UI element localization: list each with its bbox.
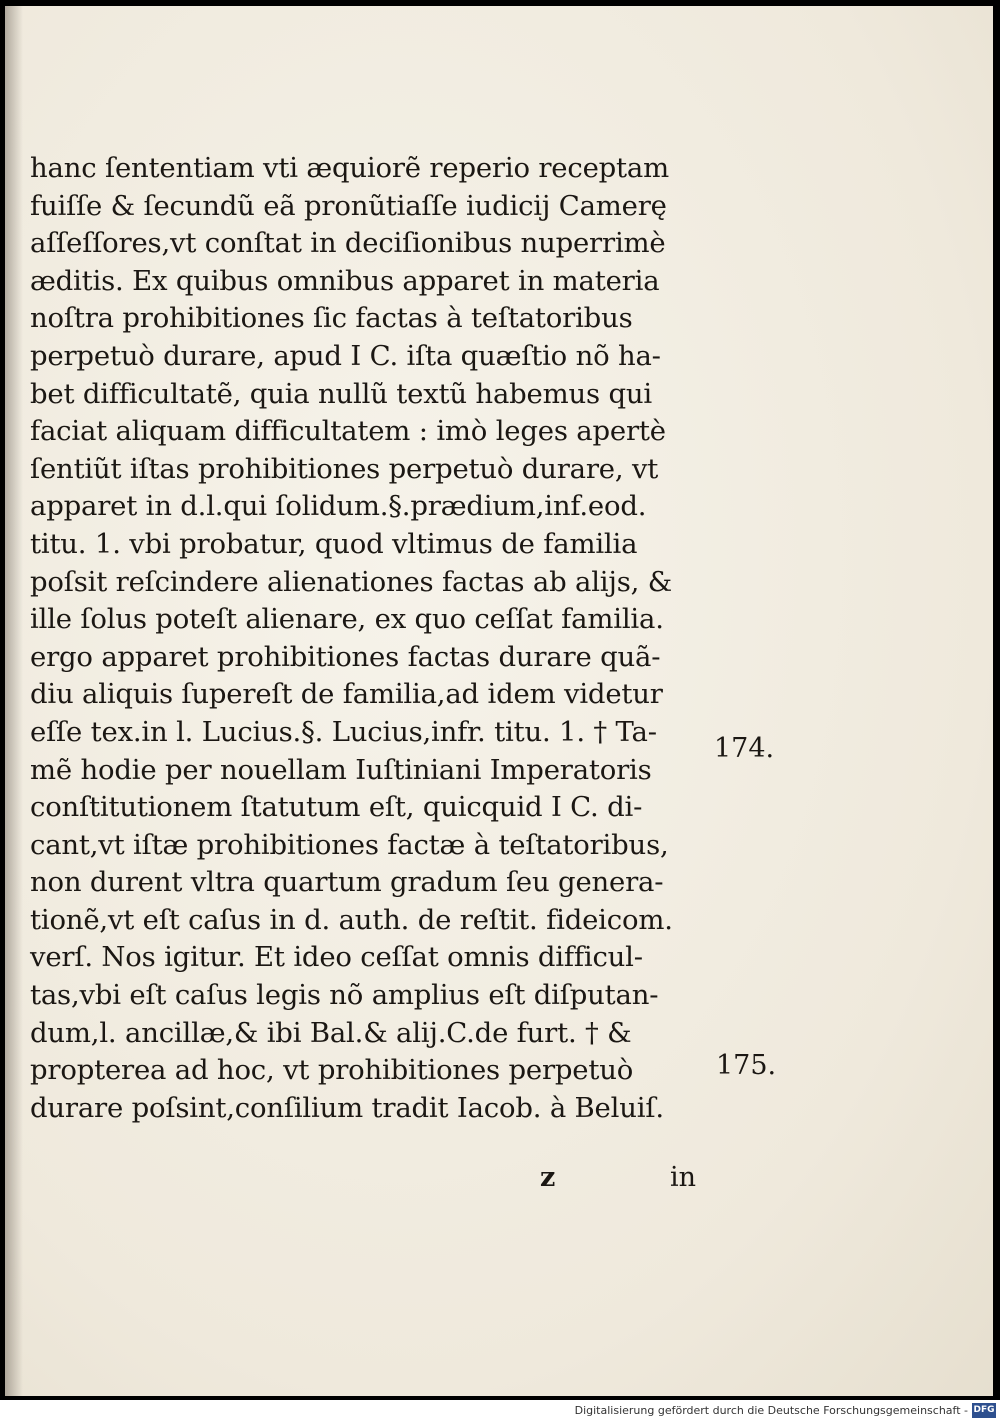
text-line: faciat aliquam difficultatem : imò leges apertè (30, 415, 666, 448)
text-line: apparet in d.l.qui ſolidum.§.prædium,inf.eod. (30, 490, 647, 523)
text-line: ille ſolus poteſt alienare, ex quo ceſſat familia. (30, 603, 664, 636)
text-line: titu. 1. vbi probatur, quod vltimus de familia (30, 527, 638, 560)
text-line: conſtitutionem ſtatutum eſt, quicquid I C. di- (30, 791, 643, 824)
text-line: æditis. Ex quibus omnibus apparet in materia (30, 264, 660, 297)
text-line: durare poſsint,conſilium tradit Iacob. à Beluiſ. (30, 1091, 664, 1124)
text-line: ſentiũt iſtas prohibitiones perpetuò durare, vt (30, 452, 659, 485)
body-text (30, 150, 720, 1127)
text-line: ergo apparet prohibitiones factas durare quã- (30, 640, 661, 673)
text-line: mẽ hodie per nouellam Iuſtiniani Imperatoris (30, 753, 652, 786)
text-line: aſſeſſores,vt conſtat in deciſionibus nuperrimè (30, 227, 666, 260)
text-line: bet difficultatẽ, quia nullũ textũ habemus qui (30, 377, 652, 410)
gutter-shadow (5, 6, 23, 1396)
text-line: verſ. Nos igitur. Et ideo ceſſat omnis difficul- (30, 941, 643, 974)
text-line: dum,l. ancillæ,& ibi Bal.& alij.C.de furt. † & (30, 1016, 632, 1049)
dfg-logo-icon: DFG (972, 1403, 996, 1418)
margin-note-174: 174. (714, 733, 775, 764)
signature-mark: z (540, 1162, 556, 1193)
footer-credit: Digitalisierung gefördert durch die Deutsche Forschungsgemeinschaft - (574, 1404, 968, 1417)
text-line: poſsit reſcindere alienationes factas ab alijs, & (30, 565, 672, 598)
margin-note-175: 175. (716, 1050, 777, 1081)
text-line: tionẽ,vt eſt caſus in d. auth. de reſtit. fideicom. (30, 903, 673, 936)
catchword: in (670, 1162, 697, 1193)
text-line: fuiſſe & ſecundũ eã pronũtiaſſe iudicij Camerę (30, 189, 667, 222)
text-line: perpetuò durare, apud I C. iſta quæſtio nõ ha- (30, 339, 661, 372)
text-line: non durent vltra quartum gradum ſeu genera- (30, 866, 664, 899)
text-line: tas,vbi eſt caſus legis nõ amplius eſt diſputan- (30, 979, 659, 1012)
text-line: cant,vt iſtæ prohibitiones factæ à teſtatoribus, (30, 828, 669, 861)
text-line: propterea ad hoc, vt prohibitiones perpetuò (30, 1054, 634, 1087)
text-line: diu aliquis ſupereſt de familia,ad idem videtur (30, 678, 663, 711)
text-line: eſſe tex.in l. Lucius.§. Lucius,infr. titu. 1. † Ta- (30, 715, 657, 748)
text-line: noſtra prohibitiones ſic factas à teſtatoribus (30, 302, 633, 335)
text-line: hanc ſententiam vti æquiorẽ reperio receptam (30, 152, 669, 184)
